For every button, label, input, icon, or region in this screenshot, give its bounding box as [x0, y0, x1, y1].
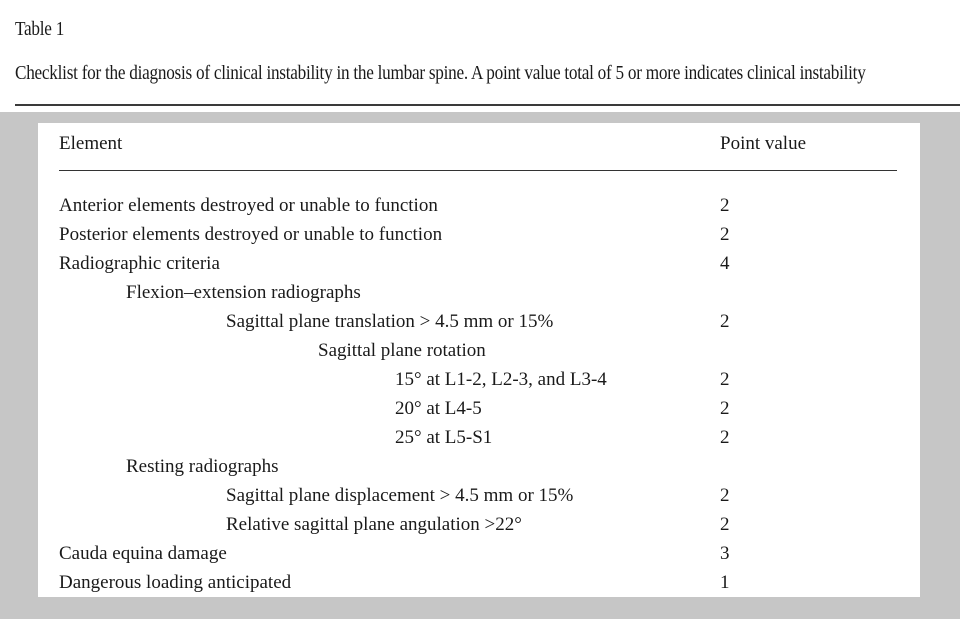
row-point-value: 2 [720, 485, 730, 506]
table-row [38, 195, 920, 224]
row-point-value: 2 [720, 369, 730, 390]
row-label: Posterior elements destroyed or unable to function [59, 224, 443, 245]
table-row [38, 572, 920, 601]
table-row [38, 543, 920, 572]
table-row [38, 253, 920, 282]
row-point-value: 2 [720, 311, 730, 332]
table-row [38, 369, 920, 398]
row-point-value: 2 [720, 427, 730, 448]
header-divider [59, 170, 897, 171]
table-body [38, 195, 920, 601]
table-row [38, 456, 920, 485]
table-caption-area [0, 0, 960, 104]
row-point-value: 2 [720, 195, 730, 216]
row-point-value: 2 [720, 398, 730, 419]
row-label: Flexion–extension radiographs [126, 282, 361, 303]
table-row [38, 224, 920, 253]
table-row [38, 398, 920, 427]
row-point-value: 2 [720, 514, 730, 535]
table-number-label: Table 1 [15, 18, 65, 40]
table-row [38, 514, 920, 543]
row-point-value: 1 [720, 572, 730, 593]
row-point-value: 4 [720, 253, 730, 274]
row-label: Dangerous loading anticipated [59, 572, 292, 593]
column-header-point-value: Point value [720, 133, 807, 154]
table-row [38, 311, 920, 340]
table-row [38, 340, 920, 369]
column-header-element: Element [59, 133, 123, 154]
row-label: Sagittal plane displacement > 4.5 mm or 15% [226, 485, 574, 506]
caption-divider [15, 104, 960, 106]
table-row [38, 282, 920, 311]
row-label: Anterior elements destroyed or unable to function [59, 195, 438, 216]
row-label: Sagittal plane translation > 4.5 mm or 15% [226, 311, 554, 332]
row-label: 15° at L1-2, L2-3, and L3-4 [395, 369, 607, 390]
row-label: Resting radiographs [126, 456, 279, 477]
row-label: Sagittal plane rotation [318, 340, 486, 361]
table-row [38, 485, 920, 514]
checklist-table [38, 123, 920, 597]
row-label: Radiographic criteria [59, 253, 220, 274]
row-label: 25° at L5-S1 [395, 427, 493, 448]
row-point-value: 2 [720, 224, 730, 245]
table-row [38, 427, 920, 456]
row-label: 20° at L4-5 [395, 398, 482, 419]
row-point-value: 3 [720, 543, 730, 564]
table-caption-text: Checklist for the diagnosis of clinical instability in the lumbar spine. A point value total of 5 or more indicates clinical instability [15, 62, 866, 84]
row-label: Cauda equina damage [59, 543, 227, 564]
row-label: Relative sagittal plane angulation >22° [226, 514, 522, 535]
